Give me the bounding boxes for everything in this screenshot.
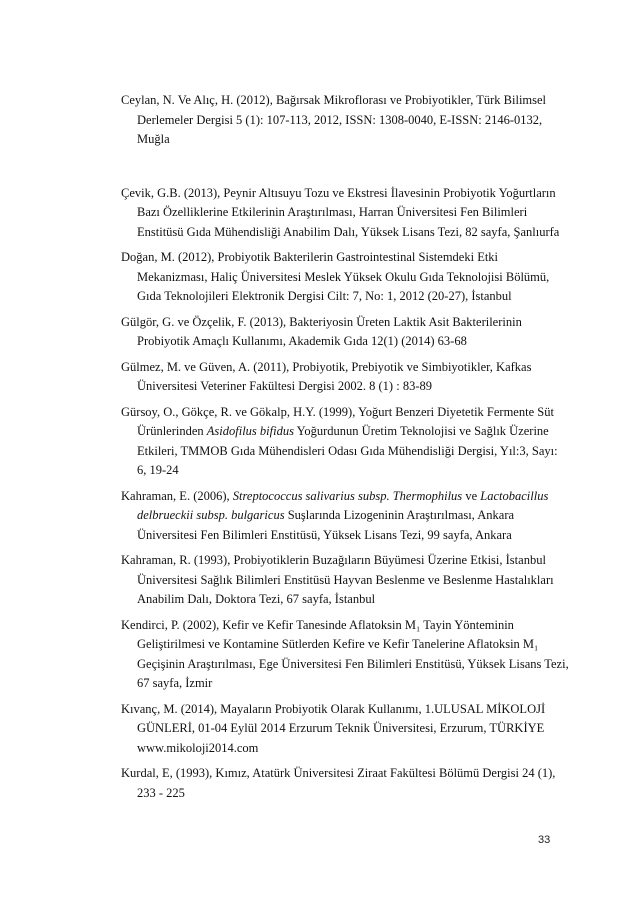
reference-ceylan: Ceylan, N. Ve Alıç, H. (2012), Bağırsak Mikroflorası ve Probiyotikler, Türk Bilimsel Derlemeler Dergisi 5 (1): 107-113, 2012, ISSN: 1308-0040, E-ISSN: 2146-0132, Muğla [121,93,547,146]
reference-gursoy [121,403,569,481]
reference-kahraman-e-post: Suşlarında Lizogeninin Araştırılması, Ankara Üniversitesi Fen Bilimleri Enstitüsü, Yüksek Lisans Tezi, 99 sayfa, Ankara [137,508,515,542]
reference-gulgor: Gülgör, G. ve Özçelik, F. (2013), Bakteriyosin Üreten Laktik Asit Bakterilerinin Probiyotik Amaçlı Kullanımı, Akademik Gıda 12(1) (2014) 63-68 [121,314,522,348]
reference-list [121,91,569,809]
reference-gulmez: Gülmez, M. ve Güven, A. (2011), Probiyotik, Prebiyotik ve Simbiyotikler, Kafkas Üniversitesi Veteriner Fakültesi Dergisi 2002. 8 (1) : 83-89 [121,359,532,393]
reference-gursoy-pre: Gürsoy, O., Gökçe, R. ve Gökalp, H.Y. (1999), Yoğurt Benzeri Diyetetik Fermente Süt Ürünlerinden [121,404,554,438]
reference-kivanc: Kıvanç, M. (2014), Mayaların Probiyotik Olarak Kullanımı, 1.ULUSAL MİKOLOJİ GÜNLERİ, 01-04 Eylül 2014 Erzurum Teknik Üniversitesi, Erzurum, TÜRKİYE www.mikoloji2014.com [121,701,546,755]
reference-gursoy-italic: Asidofilus bifidus [206,424,294,438]
reference-cevik: Çevik, G.B. (2013), Peynir Altısuyu Tozu ve Ekstresi İlavesinin Probiyotik Yoğurtların Bazı Özelliklerine Etkilerinin Araştırılması, Harran Üniversitesi Fen Bilimleri Enstitüsü Gıda Mühendisliği Anabilim Dalı, Yüksek Lisans Tezi, 82 sayfa, Şanlıurfa [121,185,560,239]
reference-kahraman-e-mid: ve [462,488,481,503]
page-number: 33 [538,834,551,846]
reference-kurdal: Kurdal, E, (1993), Kımız, Atatürk Üniversitesi Ziraat Fakültesi Bölümü Dergisi 24 (1), 233 - 225 [121,766,556,800]
reference-kahraman-r: Kahraman, R. (1993), Probiyotiklerin Buzağıların Büyümesi Üzerine Etkisi, İstanbul Üniversitesi Sağlık Bilimleri Enstitüsü Hayvan Beslenme ve Beslenme Hastalıkları Anabilim Dalı, Doktora Tezi, 67 sayfa, İstanbul [121,553,554,606]
reference-kendirci: Kendirci, P. (2002), Kefir ve Kefir Tanesinde Aflatoksin M₁ Tayin Yönteminin Geliştirilmesi ve Kontamine Sütlerden Kefire ve Kefir Tanelerine Aflatoksin M₁ Geçişinin Araştırılması, Ege Üniversitesi Fen Bilimleri Enstitüsü, Yüksek Lisans Tezi, 67 sayfa, İzmir [121,617,569,690]
reference-kahraman-e-italic2: Lactobacillus delbrueckii subsp. bulgaricus [137,488,549,522]
reference-dogan: Doğan, M. (2012), Probiyotik Bakterilerin Gastrointestinal Sistemdeki Etki Mekanizması, Haliç Üniversitesi Meslek Yüksek Okulu Gıda Teknolojisi Bölümü, Gıda Teknolojileri Elektronik Dergisi Cilt: 7, No: 1, 2012 (20-27), İstanbul [121,250,550,303]
reference-kahraman-e-pre: Kahraman, E. (2006), [121,488,233,503]
reference-kahraman-e [121,487,569,546]
reference-gursoy-post: Yoğurdunun Üretim Teknolojisi ve Sağlık Üzerine Etkileri, TMMOB Gıda Mühendisleri Odası Gıda Mühendisliği Dergisi, Yıl:3, Sayı: 6, 19-24 [137,424,558,477]
reference-kahraman-e-italic: Streptococcus salivarius subsp. Thermophilus [232,488,463,503]
